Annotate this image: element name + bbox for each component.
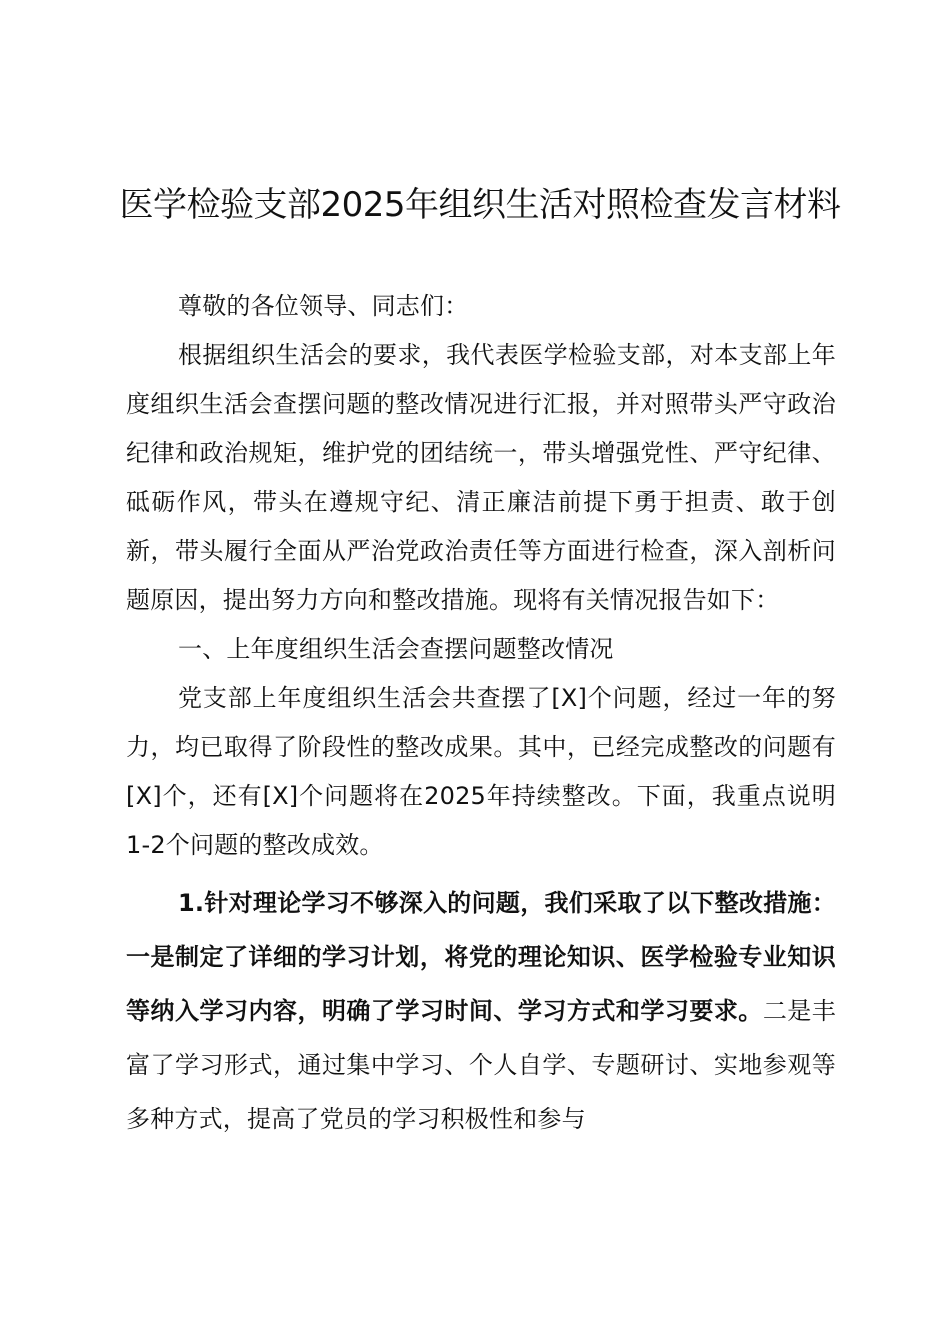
item-1-bold-text: 1.针对理论学习不够深入的问题，我们采取了以下整改措施：一是制定了详细的学习计划，将党的理论知识、医学检验专业知识等纳入学习内容，明确了学习时间、学习方式和学习要求。 [126,889,836,1025]
section-paragraph: 党支部上年度组织生活会共查摆了[X]个问题，经过一年的努力，均已取得了阶段性的整改成果。其中，已经完成整改的问题有[X]个，还有[X]个问题将在2025年持续整改。下面，我重点说明1-2个问题的整改成效。 [126,684,836,859]
section-heading: 一、上年度组织生活会查摆问题整改情况 [178,635,614,663]
document-title: 医学检验支部2025年组织生活对照检查发言材料 [119,185,841,225]
item-1-paragraph [126,876,836,1146]
intro-paragraph: 根据组织生活会的要求，我代表医学检验支部，对本支部上年度组织生活会查摆问题的整改情况进行汇报，并对照带头严守政治纪律和政治规矩，维护党的团结统一，带头增强党性、严守纪律、砥砺作风，带头在遵规守纪、清正廉洁前提下勇于担责、敢于创新，带头履行全面从严治党政治责任等方面进行检查，深入剖析问题原因，提出努力方向和整改措施。现将有关情况报告如下： [126,341,836,614]
item-1-regular-text: 二是丰富了学习形式，通过集中学习、个人自学、专题研讨、实地参观等多种方式，提高了党员的学习积极性和参与 [126,997,836,1133]
document-body [126,282,836,1146]
greeting-paragraph: 尊敬的各位领导、同志们： [178,292,469,320]
